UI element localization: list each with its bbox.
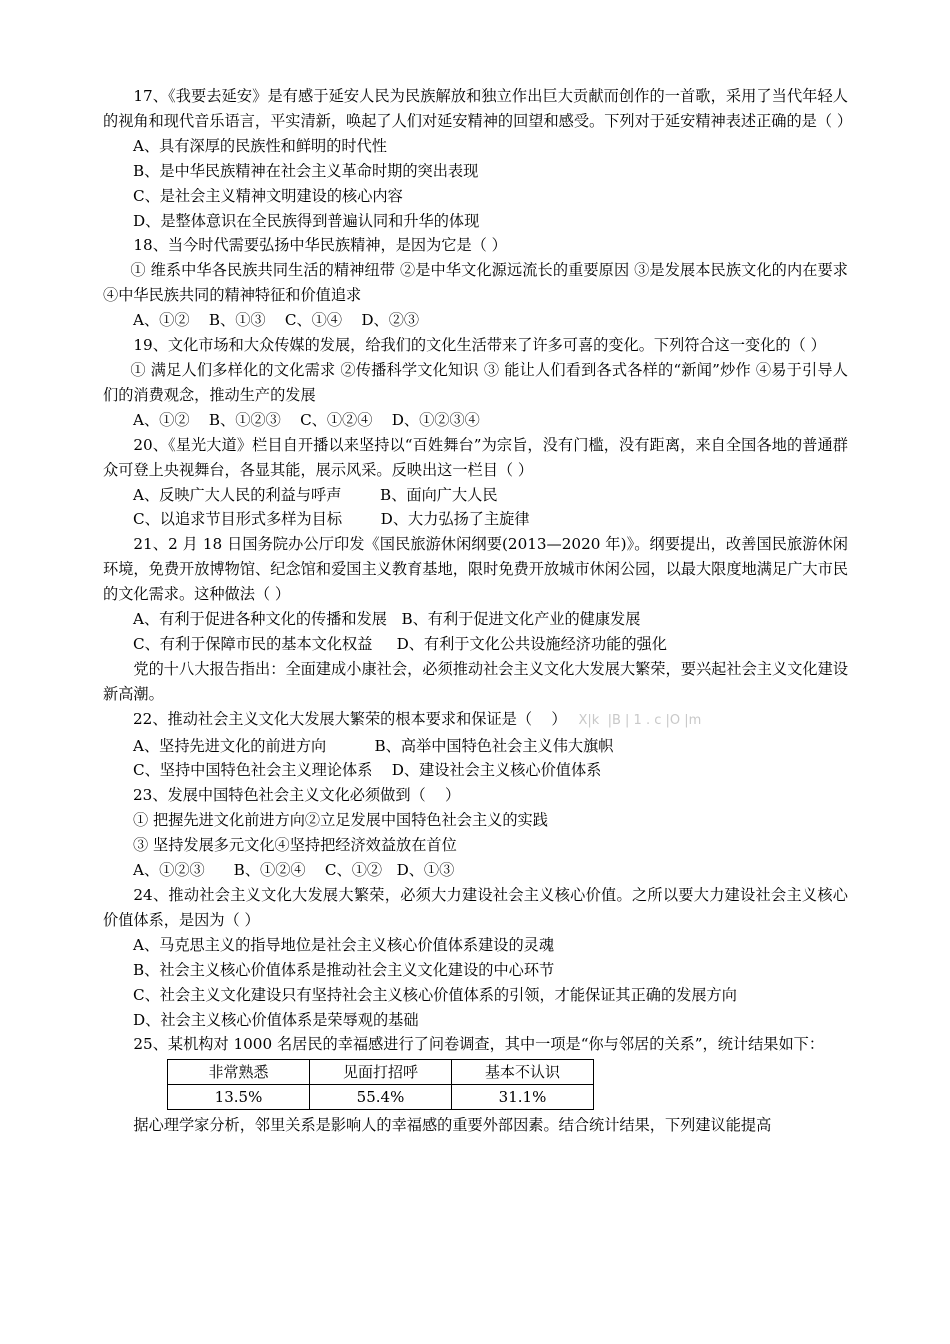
q20-options-ab: A、反映广大人民的利益与呼声 B、面向广大人民: [133, 485, 498, 504]
q17-option-d: D、是整体意识在全民族得到普遍认同和升华的体现: [133, 211, 480, 230]
q19-items: ① 满足人们多样化的文化需求 ②传播科学文化知识 ③ 能让人们看到各式各样的“新闻”炒作 ④易于引导人们的消费观念，推动生产的发展: [103, 360, 848, 404]
q22-stem-line: [103, 707, 848, 734]
survey-header-cell: 基本不认识: [452, 1060, 594, 1085]
survey-header-cell: 非常熟悉: [168, 1060, 310, 1085]
q22-options-cd: C、坚持中国特色社会主义理论体系 D、建设社会主义核心价值体系: [133, 761, 602, 780]
q21-options-ab: A、有利于促进各种文化的传播和发展 B、有利于促进文化产业的健康发展: [133, 610, 641, 629]
exam-page: [103, 84, 853, 1138]
q24-option-a: A、马克思主义的指导地位是社会主义核心价值体系建设的灵魂: [133, 935, 555, 954]
survey-table: [167, 1059, 594, 1110]
survey-header-cell: 见面打招呼: [310, 1060, 452, 1085]
survey-value-cell: 31.1%: [452, 1085, 594, 1110]
q22-options-ab: A、坚持先进文化的前进方向 B、高举中国特色社会主义伟大旗帜: [133, 736, 614, 755]
q19-stem: 19、文化市场和大众传媒的发展，给我们的文化生活带来了许多可喜的变化。下列符合这一变化的（ ）: [133, 336, 826, 355]
survey-value-row: [168, 1085, 594, 1110]
q20-options-cd: C、以追求节目形式多样为目标 D、大力弘扬了主旋律: [133, 510, 530, 529]
q20-stem: 20、《星光大道》栏目自开播以来坚持以“百姓舞台”为宗旨，没有门槛，没有距离，来自全国各地的普通群众可登上央视舞台，各显其能，展示风采。反映出这一栏目（ ）: [103, 435, 848, 479]
survey-value-cell: 55.4%: [310, 1085, 452, 1110]
q23-item-2: ③ 坚持发展多元文化④坚持把经济效益放在首位: [133, 836, 457, 855]
q21-options-cd: C、有利于保障市民的基本文化权益 D、有利于文化公共设施经济功能的强化: [133, 634, 667, 653]
q23-options: A、①②③ B、①②④ C、①② D、①③: [133, 861, 455, 880]
q23-item-1: ① 把握先进文化前进方向②立足发展中国特色社会主义的实践: [133, 811, 548, 830]
q17-stem: 17、《我要去延安》是有感于延安人民为民族解放和独立作出巨大贡献而创作的一首歌，采用了当代年轻人的视角和现代音乐语言，平实清新，唤起了人们对延安精神的回望和感受。下列对于延安精神表述正确的是（ ）: [103, 87, 853, 130]
q17-option-c: C、是社会主义精神文明建设的核心内容: [133, 186, 403, 205]
q19-options: A、①② B、①②③ C、①②④ D、①②③④: [133, 410, 480, 429]
q18-options: A、①② B、①③ C、①④ D、②③: [133, 311, 420, 330]
q24-option-b: B、社会主义核心价值体系是推动社会主义文化建设的中心环节: [133, 960, 555, 979]
material-paragraph: 党的十八大报告指出：全面建成小康社会，必须推动社会主义文化大发展大繁荣，要兴起社会主义文化建设新高潮。: [103, 659, 848, 703]
q25-stem: 25、某机构对 1000 名居民的幸福感进行了问卷调查，其中一项是“你与邻居的关系”，统计结果如下：: [133, 1035, 825, 1054]
q21-stem: 21、2 月 18 日国务院办公厅印发《国民旅游休闲纲要(2013—2020 年)》。纲要提出，改善国民旅游休闲环境，免费开放博物馆、纪念馆和爱国主义教育基地，限时免费开放城市休闲公园，以最大限度地满足广大市民的文化需求。这种做法（ ）: [103, 535, 848, 604]
q24-option-d: D、社会主义核心价值体系是荣辱观的基础: [133, 1010, 419, 1029]
q23-stem: 23、发展中国特色社会主义文化必须做到（ ）: [133, 786, 461, 805]
q24-option-c: C、社会主义文化建设只有坚持社会主义核心价值体系的引领，才能保证其正确的发展方向: [133, 985, 737, 1004]
q17-option-b: B、是中华民族精神在社会主义革命时期的突出表现: [133, 161, 479, 180]
q22-stem: 22、推动社会主义文化大发展大繁荣的根本要求和保证是（ ）: [133, 709, 567, 728]
survey-value-cell: 13.5%: [168, 1085, 310, 1110]
q17-option-a: A、具有深厚的民族性和鲜明的时代性: [133, 136, 387, 155]
q18-items: ① 维系中华各民族共同生活的精神纽带 ②是中华文化源远流长的重要原因 ③是发展本民族文化的内在要求 ④中华民族共同的精神特征和价值追求: [103, 261, 848, 305]
q24-stem: 24、推动社会主义文化大发展大繁荣，必须大力建设社会主义核心价值。之所以要大力建设社会主义核心价值体系，是因为（ ）: [103, 886, 848, 929]
q25-continuation: 据心理学家分析，邻里关系是影响人的幸福感的重要外部因素。结合统计结果，下列建议能提高: [133, 1116, 772, 1135]
watermark: X|k |B | 1 . c |O |m: [578, 712, 702, 728]
survey-header-row: [168, 1060, 594, 1085]
q18-stem: 18、当今时代需要弘扬中华民族精神，是因为它是（ ）: [133, 236, 507, 255]
